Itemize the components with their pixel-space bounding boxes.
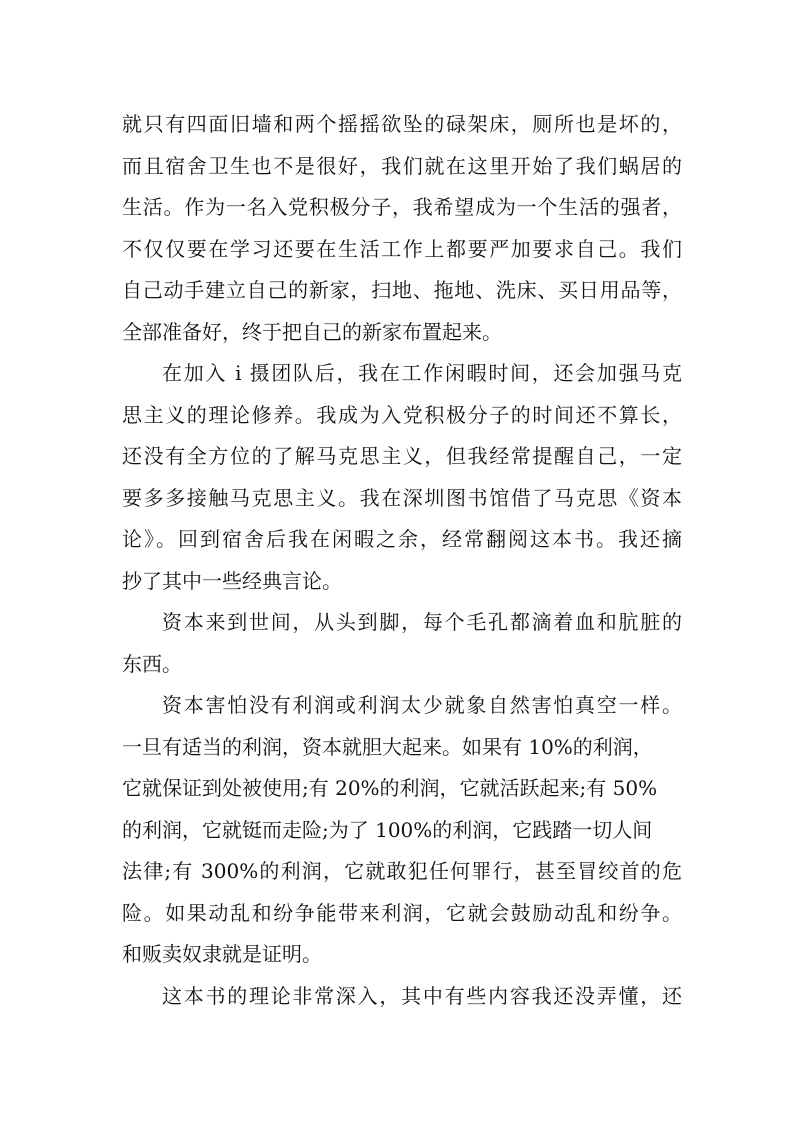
text-line: 和贩卖奴隶就是证明。 [122,942,322,966]
text-line: 东西。 [122,651,182,676]
text-line: 自己动手建立自己的新家，扫地、拖地、洗床、买日用品等， [122,278,682,302]
paragraph-first-line: 资本来到世间，从头到脚，每个毛孔都滴着血和肮脏的 [162,610,682,634]
paragraph-first-line: 这本书的理论非常深入，其中有些内容我还没弄懂，还 [162,983,682,1008]
text-line: 论》。回到宿舍后我在闲暇之余，经常翻阅这本书。我还摘 [122,527,682,551]
paragraph-first-line: 资本害怕没有利润或利润太少就象自然害怕真空一样。 [162,693,682,717]
text-line: 它就保证到处被使用;有 20%的利润，它就活跃起来;有 50% [122,776,658,800]
body-text [122,104,682,1017]
text-line: 抄了其中一些经典言论。 [122,568,342,593]
paragraph-first-line: 在加入 i 摄团队后，我在工作闲暇时间，还会加强马克 [162,361,682,385]
text-line: 险。如果动乱和纷争能带来利润，它就会鼓励动乱和纷争。 [122,900,682,925]
text-line: 不仅仅要在学习还要在生活工作上都要严加要求自己。我们 [122,236,682,261]
text-line: 生活。作为一名入党积极分子，我希望成为一个生活的强者， [122,195,682,219]
text-line: 还没有全方位的了解马克思主义，但我经常提醒自己，一定 [122,444,682,468]
text-line: 全部准备好，终于把自己的新家布置起来。 [122,319,502,344]
text-line: 一旦有适当的利润，资本就胆大起来。如果有 10%的利润， [122,734,653,759]
text-line: 法律;有 300%的利润，它就敢犯任何罪行，甚至冒绞首的危 [122,859,682,883]
text-line: 要多多接触马克思主义。我在深圳图书馆借了马克思《资本 [122,485,682,510]
text-line: 就只有四面旧墙和两个摇摇欲坠的碌架床，厕所也是坏的， [122,112,682,136]
text-line: 的利润，它就铤而走险;为了 100%的利润，它践踏一切人间 [122,817,653,842]
text-line: 而且宿舍卫生也不是很好，我们就在这里开始了我们蜗居的 [122,153,682,178]
text-line: 思主义的理论修养。我成为入党积极分子的时间还不算长， [122,402,682,427]
